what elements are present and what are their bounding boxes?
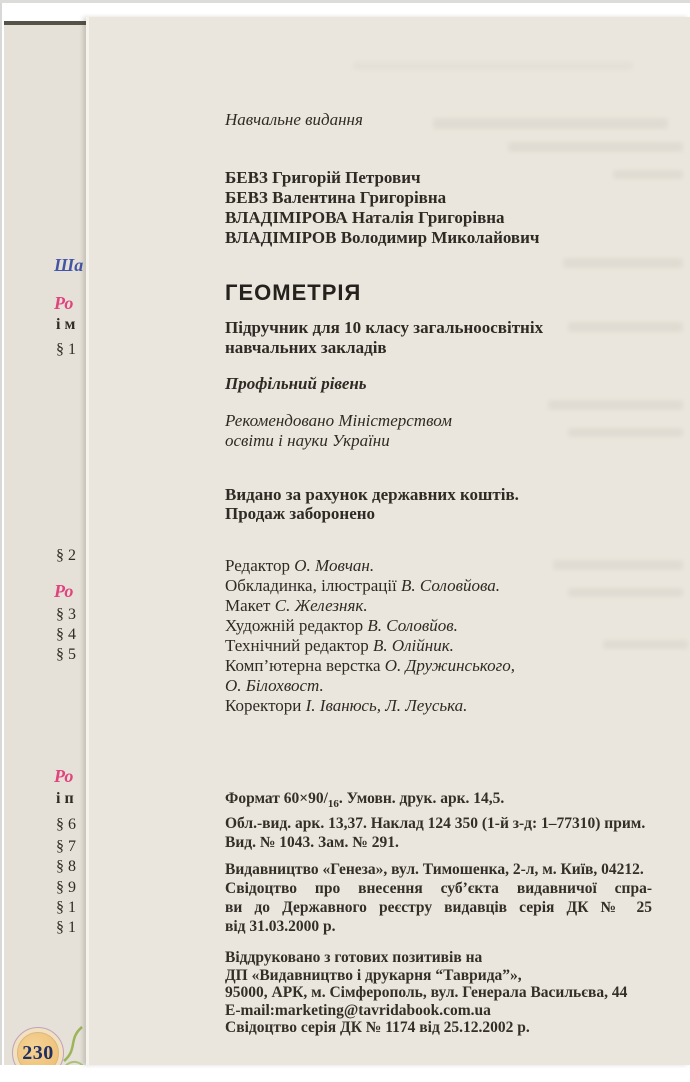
credit-line: [225, 676, 515, 696]
book-title: ГЕОМЕТРІЯ: [225, 280, 362, 305]
credit-line: [225, 596, 515, 616]
credit-role: Редактор: [225, 556, 295, 575]
credit-name: О. Білохвост.: [225, 676, 324, 695]
toc-fragment: § 2: [56, 547, 76, 564]
author-line: ВЛАДІМІРОВА Наталія Григорівна: [225, 208, 505, 227]
credit-name: В. Соловйова.: [401, 576, 500, 595]
publisher-line: ви до Державного реєстру видавців серія ДК № 25: [225, 899, 652, 916]
credit-line: [225, 576, 515, 596]
printer-line: Віддруковано з готових позитивів на: [225, 949, 483, 966]
credit-line: [225, 656, 515, 676]
credit-name: С. Железняк.: [274, 596, 368, 615]
printer-email: E-mail:marketing@tavridabook.com.ua: [225, 1001, 491, 1019]
bleed-through-ghost: [603, 640, 688, 649]
printer-line: ДП «Видавництво і друкарня “Таврида”»,: [225, 966, 522, 984]
credit-name: І. Іванюсь, Л. Леуська.: [305, 696, 468, 715]
recommendation-block: [225, 411, 452, 451]
level-note: Профільний рівень: [225, 374, 367, 393]
credit-role: Обкладинка, ілюстрації: [225, 576, 402, 595]
publisher-line: Свідоцтво про внесення суб’єкта видавничої спра-: [225, 880, 652, 897]
toc-fragment: і м: [56, 316, 76, 333]
imprint-line: Вид. № 1043. Зам. № 291.: [225, 834, 399, 852]
credit-role: Коректори: [225, 696, 306, 715]
printer-line: Свідоцтво серія ДК № 1174 від 25.12.2002 р.: [225, 1019, 530, 1036]
bleed-through-ghost: [568, 428, 683, 437]
toc-fragment: § 4: [56, 626, 76, 643]
bleed-through-ghost: [568, 588, 683, 597]
toc-fragment: Ро: [54, 293, 74, 313]
credits-block: [225, 556, 515, 716]
printer-block: [225, 949, 627, 1037]
imprint-line: Обл.-вид. арк. 13,37. Наклад 124 350 (1-й з-д: 1–77310) прим.: [225, 815, 646, 833]
imprint-format-sub: 16: [327, 798, 339, 811]
page-number: 230: [22, 1041, 54, 1064]
edition-note: Навчальне видання: [225, 110, 363, 129]
bleed-through-ghost: [433, 118, 668, 129]
printer-line: 95000, АРК, м. Сімферополь, вул. Генерала Васильєва, 44: [225, 984, 628, 1001]
funding-line: Продаж заборонено: [225, 504, 376, 523]
scan-top-edge: [0, 0, 690, 3]
page-number-disc: [17, 1032, 59, 1065]
toc-fragment: § 7: [56, 838, 76, 855]
toc-fragment: § 9: [56, 879, 76, 896]
credit-name: О. Дружинського,: [384, 656, 515, 675]
publisher-line: від 31.03.2000 р.: [225, 918, 336, 935]
bleed-through-ghost: [548, 400, 683, 410]
credit-line: [225, 696, 515, 716]
toc-fragment: і п: [56, 790, 74, 807]
toc-fragment: § 3: [56, 606, 76, 623]
recommendation-line: Рекомендовано Міністерством: [225, 411, 452, 430]
subtitle-line: навчальних закладів: [225, 338, 387, 357]
bleed-through-ghost: [553, 560, 683, 570]
toc-fragment: § 1: [56, 341, 76, 358]
credit-line: [225, 636, 515, 656]
bleed-through-ghost: [353, 62, 633, 70]
imprint-format: Формат 60×90/: [225, 790, 328, 807]
credit-role: Художній редактор: [225, 616, 368, 635]
bleed-through-ghost: [508, 142, 683, 152]
author-line: БЕВЗ Григорій Петрович: [225, 168, 421, 187]
colophon-page: [86, 17, 690, 1065]
credit-role: Макет: [225, 596, 275, 615]
subtitle-block: [225, 318, 543, 358]
credit-name: О. Мовчан.: [294, 556, 375, 575]
toc-fragment: Ша: [54, 255, 84, 275]
toc-fragment: § 1: [56, 899, 76, 916]
toc-fragment: Ро: [54, 766, 74, 786]
recommendation-line: освіти і науки України: [225, 431, 390, 450]
scan-left-edge: [0, 3, 2, 1065]
toc-fragment: Ро: [54, 581, 74, 601]
credit-name: В. Соловйов.: [367, 616, 458, 635]
contents-page-strip: [4, 21, 88, 1065]
credit-line: [225, 556, 515, 576]
imprint-format-rest: . Умовн. друк. арк. 14,5.: [338, 790, 505, 807]
toc-fragment: § 5: [56, 646, 76, 663]
credit-role: Комп’ютерна верстка: [225, 656, 385, 675]
author-line: ВЛАДІМІРОВ Володимир Миколайович: [225, 228, 540, 247]
bleed-through-ghost: [568, 322, 683, 332]
toc-fragment: § 1: [56, 919, 76, 936]
bleed-through-ghost: [613, 170, 683, 179]
publisher-block: [225, 860, 652, 936]
imprint-line: [225, 789, 645, 814]
funding-block: [225, 485, 519, 523]
credit-name: В. Олійник.: [372, 636, 454, 655]
toc-fragment: § 8: [56, 858, 76, 875]
authors-block: [225, 168, 540, 248]
subtitle-line: Підручник для 10 класу загальноосвітніх: [225, 318, 544, 337]
bleed-through-ghost: [563, 258, 683, 268]
funding-line: Видано за рахунок державних коштів.: [225, 485, 519, 504]
credit-role: Технічний редактор: [225, 636, 373, 655]
credit-line: [225, 616, 515, 636]
imprint-block: [225, 789, 645, 852]
author-line: БЕВЗ Валентина Григорівна: [225, 188, 447, 207]
toc-fragment: § 6: [56, 816, 76, 833]
publisher-line: Видавництво «Генеза», вул. Тимошенка, 2-л, м. Київ, 04212.: [225, 861, 644, 878]
